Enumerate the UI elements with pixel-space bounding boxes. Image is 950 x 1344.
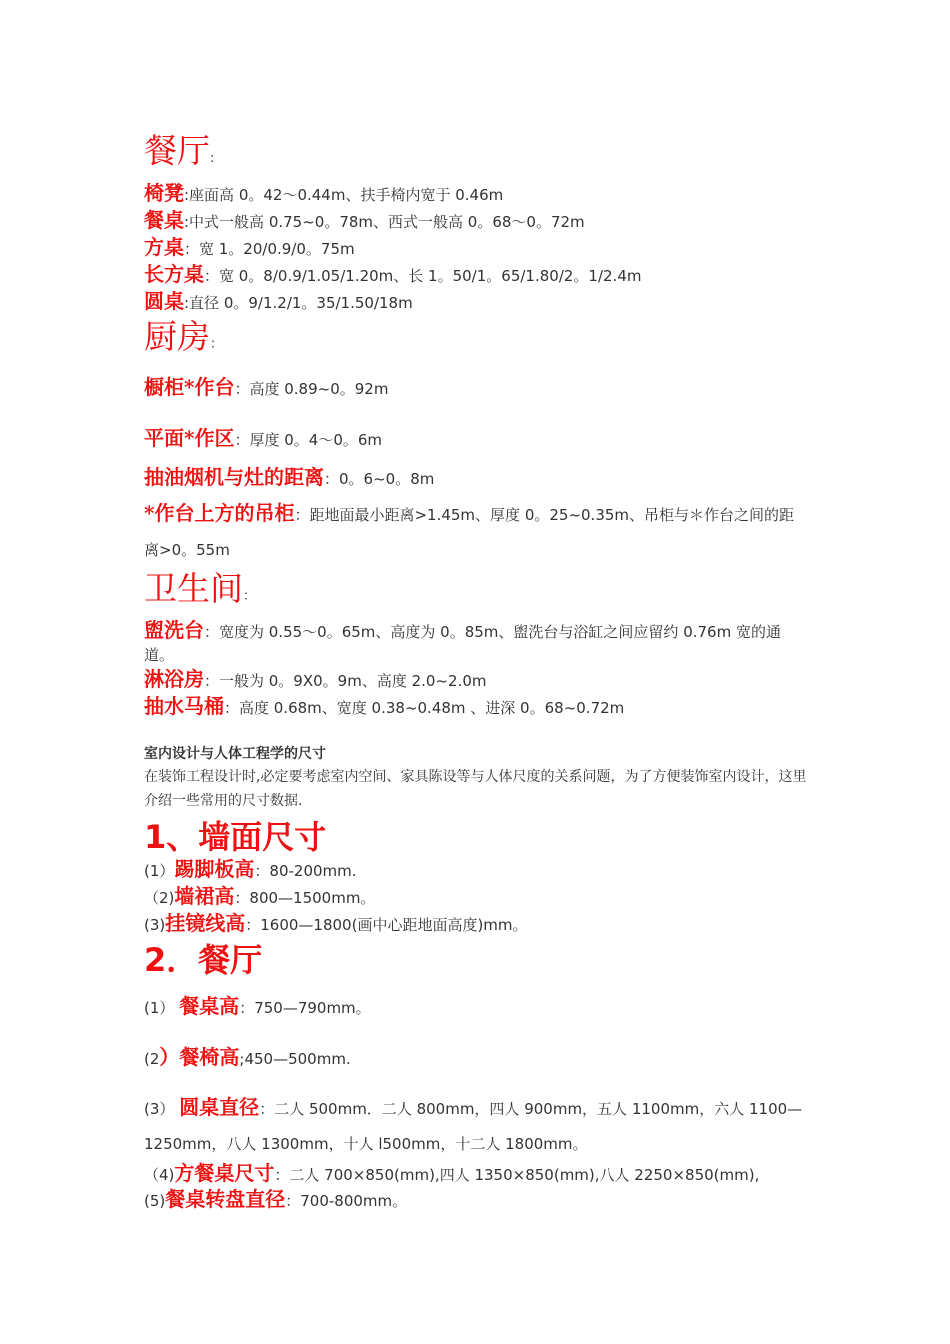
numbered-item [144, 1045, 809, 1072]
spec-desc: ：宽 1。20/0.9/0。75m [184, 240, 355, 258]
spec-desc: ：1600—1800(画中心距地面高度)mm。 [245, 916, 528, 934]
document-page [144, 130, 809, 1214]
section-wall-dimensions [144, 817, 809, 938]
section-title-bathroom: 卫生间 [144, 569, 243, 608]
intro-title: 室内设计与人体工程学的尺寸 [144, 746, 326, 762]
spec-desc: ;450—500mm. [239, 1050, 351, 1068]
spec-line [144, 262, 809, 289]
spec-line [144, 375, 809, 402]
spec-term: 抽油烟机与灶的距离 [144, 465, 324, 489]
spec-line [144, 465, 809, 492]
spec-term: 圆桌 [144, 289, 184, 313]
spec-line [144, 426, 809, 453]
item-prefix: (1） [144, 999, 175, 1017]
spec-term: ）餐椅高 [159, 1045, 240, 1069]
spec-line [144, 208, 809, 235]
spec-desc: ：二人 700×850(mm),四人 1350×850(mm),八人 2250×850(mm), [274, 1166, 760, 1184]
spec-term: 踢脚板高 [174, 857, 255, 881]
section-dining [144, 130, 809, 316]
section-title-colon: : [210, 151, 215, 166]
spec-line [144, 496, 809, 568]
spec-term: 盥洗台 [144, 618, 204, 642]
spec-desc: ：二人 500mm．二人 800mm，四人 900mm，五人 1100mm，六人 1100—1250mm，八人 1300mm，十人 l500mm，十二人 1800mm。 [144, 1100, 803, 1153]
spec-line [144, 667, 809, 694]
spec-term: 餐桌 [144, 208, 184, 232]
numbered-item [144, 1090, 809, 1162]
spec-term: 橱柜*作台 [144, 375, 235, 399]
numbered-item [144, 1187, 809, 1214]
numbered-item [144, 994, 809, 1021]
section-title-dining: 餐厅 [144, 131, 210, 170]
spec-desc: ：0。6~0。8m [324, 470, 435, 488]
spec-desc: ：宽度为 0.55～0。65m、高度为 0。85m、盥洗台与浴缸之间应留约 0.76m 宽的通道。 [144, 623, 781, 664]
spec-desc: ：80-200mm. [254, 862, 357, 880]
numbered-item [144, 857, 809, 884]
spec-line [144, 619, 809, 667]
item-prefix: (3） [144, 1100, 175, 1118]
spec-line [144, 181, 809, 208]
spec-desc: ：800—1500mm。 [234, 889, 376, 907]
spec-term: 墙裙高 [174, 884, 235, 908]
item-prefix: （2) [144, 889, 175, 907]
spec-term: 淋浴房 [144, 667, 204, 691]
spec-term: 圆桌直径 [179, 1095, 260, 1119]
spec-desc: ：高度 0.68m、宽度 0.38~0.48m 、进深 0。68~0.72m [224, 699, 625, 717]
spec-desc: ：高度 0.89~0。92m [234, 380, 389, 398]
numbered-item [144, 911, 809, 938]
numbered-item [144, 1162, 809, 1187]
section-bathroom [144, 568, 809, 721]
spec-desc: ：厚度 0。4～0。6m [234, 431, 383, 449]
spec-line [144, 289, 809, 316]
spec-term: 椅凳 [144, 181, 184, 205]
intro-paragraph: 在装饰工程设计时,必定要考虑室内空间、家具陈设等与人体尺度的关系问题，为了方便装饰室内设计，这里介绍一些常用的尺寸数据. [144, 769, 807, 809]
spec-term: 方桌 [144, 235, 184, 259]
spec-desc: :座面高 0。42～0.44m、扶手椅内宽于 0.46m [184, 186, 504, 204]
spec-term: 方餐桌尺寸 [174, 1161, 275, 1185]
spec-term: 平面*作区 [144, 426, 235, 450]
section-dining-dimensions [144, 940, 809, 1214]
spec-term: 长方桌 [144, 262, 204, 286]
spec-term: 餐桌高 [179, 994, 240, 1018]
section-title-kitchen: 厨房 [144, 317, 210, 356]
spec-desc: ：750—790mm。 [239, 999, 371, 1017]
item-prefix: (1） [144, 862, 175, 880]
spec-desc: :中式一般高 0.75~0。78m、西式一般高 0。68～0。72m [184, 213, 585, 231]
item-prefix: （4) [144, 1166, 175, 1184]
section-title-colon: ： [243, 589, 257, 604]
numbered-item [144, 884, 809, 911]
spec-desc: ：一般为 0。9X0。9m、高度 2.0~2.0m [204, 672, 487, 690]
spec-term: 抽水马桶 [144, 694, 224, 718]
spec-line [144, 694, 809, 721]
item-prefix: (5) [144, 1192, 166, 1210]
spec-desc: ：距地面最小距离>1.45m、厚度 0。25~0.35m、吊柜与＊作台之间的距离>0。55m [144, 506, 795, 559]
spec-term: *作台上方的吊柜 [144, 501, 295, 525]
intro-block [144, 743, 809, 813]
section-kitchen [144, 316, 809, 568]
item-prefix: (2 [144, 1050, 160, 1068]
section-title-wall: 1、墙面尺寸 [144, 818, 327, 856]
spec-desc: ：700-800mm。 [285, 1192, 408, 1210]
section-title-dining-2: 2．餐厅 [144, 941, 263, 979]
spec-term: 挂镜线高 [165, 911, 246, 935]
spec-desc: :直径 0。9/1.2/1。35/1.50/18m [184, 294, 413, 312]
spec-line [144, 235, 809, 262]
spec-desc: ：宽 0。8/0.9/1.05/1.20m、长 1。50/1。65/1.80/2。1/2.4m [204, 267, 642, 285]
item-prefix: (3) [144, 916, 166, 934]
section-title-colon: ： [210, 337, 224, 352]
spec-term: 餐桌转盘直径 [165, 1187, 286, 1211]
